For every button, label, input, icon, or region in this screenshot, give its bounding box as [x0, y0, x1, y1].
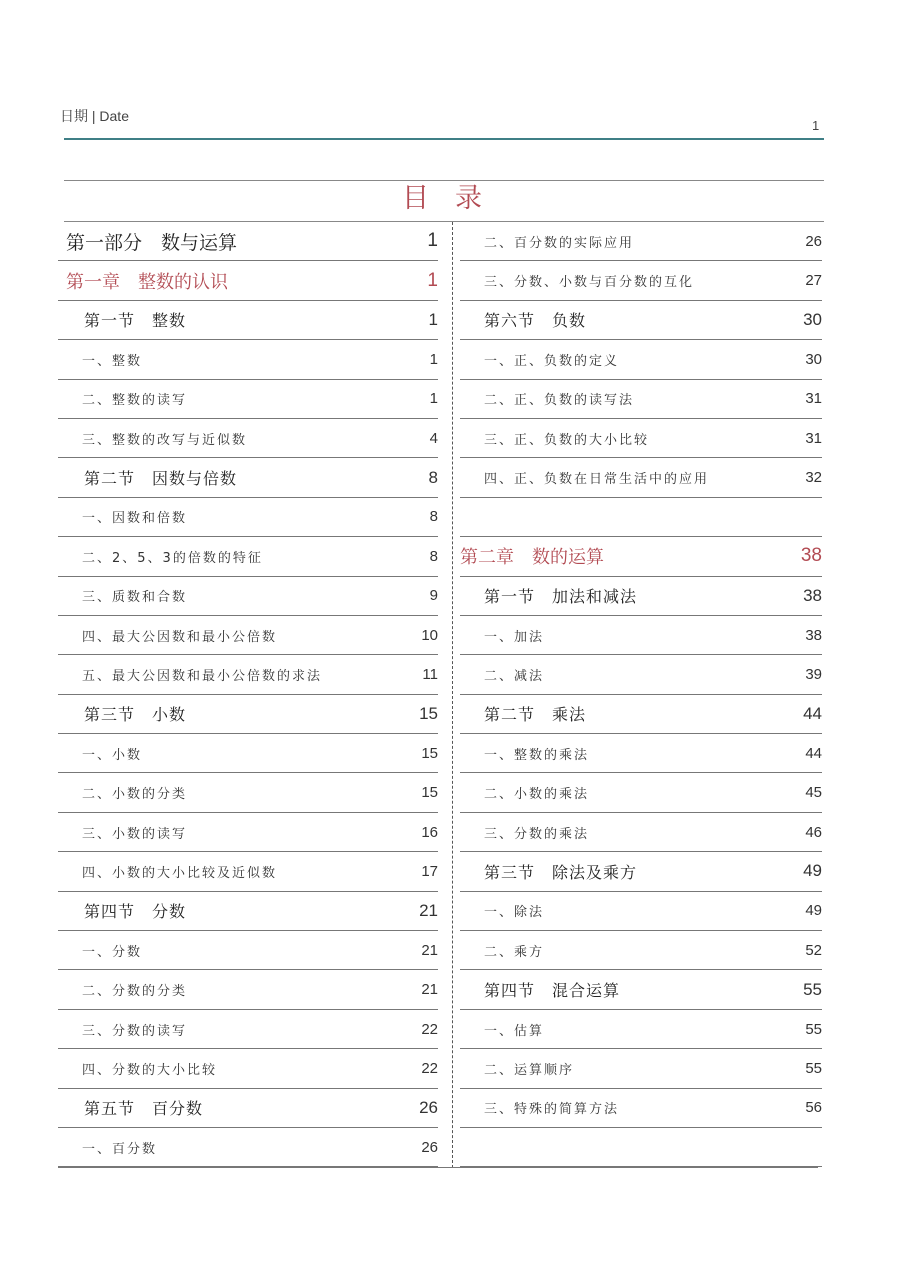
toc-entry-title: 第三节 除法及乘方	[484, 862, 638, 882]
toc-entry-section	[460, 301, 822, 340]
toc-entry-item	[58, 970, 438, 1009]
toc-entry-item	[58, 1010, 438, 1049]
toc-entry-item	[58, 655, 438, 694]
toc-entry-page: 8	[429, 508, 438, 526]
date-label: 日期 | Date	[60, 108, 129, 124]
header-rule	[64, 138, 824, 140]
toc-entry-title: 第六节 负数	[484, 311, 587, 331]
toc-entry-title: 第二章 数的运算	[460, 547, 604, 569]
toc-entry-title: 二、小数的分类	[82, 787, 188, 803]
toc-entry-page: 52	[805, 941, 822, 959]
toc-entry-title: 第一部分 数与运算	[66, 231, 238, 254]
toc-entry-item	[460, 734, 822, 773]
toc-entry-item	[58, 498, 438, 537]
toc-entry-title: 三、分数的读写	[82, 1023, 188, 1039]
toc-entry-page: 31	[805, 429, 822, 447]
toc-entry-page: 46	[805, 823, 822, 841]
toc-entry-item	[58, 813, 438, 852]
toc-entry-title: 三、正、负数的大小比较	[484, 432, 650, 448]
toc-entry-item	[58, 852, 438, 891]
toc-entry-item	[460, 813, 822, 852]
toc-entry-page: 17	[421, 862, 438, 880]
toc-entry-item	[58, 380, 438, 419]
toc-entry-title: 四、分数的大小比较	[82, 1062, 218, 1078]
toc-entry-title: 一、分数	[82, 944, 143, 960]
toc-entry-page: 55	[805, 1020, 822, 1038]
toc-entry-page: 56	[805, 1099, 822, 1117]
toc-entry-title: 二、百分数的实际应用	[484, 235, 635, 251]
toc-left-column	[58, 222, 438, 1167]
toc-entry-page: 27	[805, 272, 822, 290]
toc-entry-title: 二、分数的分类	[82, 984, 188, 1000]
toc-entry-page: 9	[429, 587, 438, 605]
toc-entry-page: 8	[428, 467, 438, 487]
toc-entry-section	[58, 695, 438, 734]
toc-entry-title: 一、百分数	[82, 1141, 158, 1157]
toc-entry-page: 21	[421, 941, 438, 959]
toc-entry-blank	[460, 498, 822, 537]
toc-entry-item	[58, 419, 438, 458]
toc-entry-page: 31	[805, 390, 822, 408]
toc-entry-page: 32	[805, 469, 822, 487]
toc-entry-section	[58, 1089, 438, 1128]
toc-entry-title: 一、因数和倍数	[82, 511, 188, 527]
toc-entry-title: 二、减法	[484, 668, 545, 684]
toc-entry-title: 第一节 加法和减法	[484, 587, 638, 607]
toc-entry-page: 21	[421, 981, 438, 999]
toc-entry-page: 22	[421, 1059, 438, 1077]
toc-entry-chapter	[460, 537, 822, 576]
toc-entry-title: 三、质数和合数	[82, 590, 188, 606]
toc-entry-title: 一、小数	[82, 747, 143, 763]
toc-entry-section	[460, 577, 822, 616]
toc-entry-page: 15	[419, 703, 438, 723]
toc-entry-title: 第四节 混合运算	[484, 981, 621, 1001]
toc-entry-page: 15	[421, 784, 438, 802]
toc-entry-item	[58, 773, 438, 812]
toc-entry-page: 1	[429, 390, 438, 408]
toc-entry-title: 五、最大公因数和最小公倍数的求法	[82, 668, 323, 684]
toc-entry-page: 45	[805, 784, 822, 802]
toc-entry-item	[58, 931, 438, 970]
toc-entry-title: 二、2、5、3的倍数的特征	[82, 550, 263, 566]
toc-entry-item	[58, 340, 438, 379]
toc-entry-title: 第四节 分数	[84, 902, 187, 922]
toc-entry-section	[460, 970, 822, 1009]
toc-entry-item	[460, 892, 822, 931]
toc-entry-title: 二、小数的乘法	[484, 787, 590, 803]
toc-entry-title: 三、分数、小数与百分数的互化	[484, 275, 695, 291]
toc-entry-title: 三、整数的改写与近似数	[82, 432, 248, 448]
toc-entry-item	[460, 458, 822, 497]
toc-entry-page: 22	[421, 1020, 438, 1038]
toc-entry-title: 第五节 百分数	[84, 1099, 204, 1119]
page-number: 1	[812, 118, 820, 133]
toc-entry-section	[58, 892, 438, 931]
toc-entry-page: 39	[805, 665, 822, 683]
toc-entry-title: 三、特殊的简算方法	[484, 1102, 620, 1118]
toc-entry-item	[460, 222, 822, 261]
toc-entry-page: 4	[429, 429, 438, 447]
toc-entry-page: 30	[803, 309, 822, 329]
toc-entry-item	[460, 380, 822, 419]
toc-entry-page: 55	[803, 979, 822, 999]
toc-entry-title: 一、整数的乘法	[484, 747, 590, 763]
toc-entry-title: 四、最大公因数和最小公倍数	[82, 629, 278, 645]
toc-entry-title: 三、小数的读写	[82, 826, 188, 842]
toc-entry-page: 1	[427, 230, 438, 252]
toc-entry-page: 11	[422, 665, 438, 683]
toc-entry-item	[58, 1128, 438, 1167]
bottom-rule	[58, 1167, 818, 1168]
toc-entry-title: 二、正、负数的读写法	[484, 393, 635, 409]
toc-entry-chapter	[58, 261, 438, 300]
toc-entry-page: 38	[800, 545, 822, 567]
toc-entry-page: 10	[421, 626, 438, 644]
toc-entry-section	[58, 301, 438, 340]
toc-entry-page: 16	[421, 823, 438, 841]
toc-entry-title: 第一节 整数	[84, 311, 187, 331]
toc-entry-part	[58, 222, 438, 261]
toc-entry-item	[460, 1049, 822, 1088]
toc-entry-title: 一、整数	[82, 353, 143, 369]
toc-entry-title: 第二节 乘法	[484, 705, 587, 725]
toc-entry-page: 49	[805, 902, 822, 920]
toc-entry-page: 26	[805, 232, 822, 250]
toc-entry-page: 49	[803, 861, 822, 881]
toc-entry-page: 1	[429, 350, 438, 368]
toc-entry-item	[460, 655, 822, 694]
toc-entry-section	[58, 458, 438, 497]
toc-entry-item	[460, 1089, 822, 1128]
toc-entry-page: 1	[427, 269, 438, 291]
toc-entry-title: 一、加法	[484, 629, 545, 645]
toc-entry-item	[460, 261, 822, 300]
toc-entry-page: 8	[429, 547, 438, 565]
toc-entry-page: 44	[803, 703, 822, 723]
toc-entry-item	[460, 773, 822, 812]
toc-entry-item	[460, 419, 822, 458]
toc-entry-section	[460, 852, 822, 891]
page-title: 目录	[402, 183, 508, 214]
toc-entry-section	[460, 695, 822, 734]
toc-entry-item	[58, 734, 438, 773]
toc-entry-item	[460, 340, 822, 379]
toc-entry-title: 第三节 小数	[84, 705, 187, 725]
toc-entry-title: 二、运算顺序	[484, 1062, 575, 1078]
toc-entry-page: 44	[805, 744, 822, 762]
column-divider	[452, 222, 453, 1168]
toc-entry-title: 一、除法	[484, 905, 545, 921]
toc-entry-item	[58, 537, 438, 576]
toc-entry-item	[58, 1049, 438, 1088]
toc-entry-title: 一、正、负数的定义	[484, 353, 620, 369]
toc-entry-title: 四、正、负数在日常生活中的应用	[484, 472, 710, 488]
toc-right-column	[460, 222, 822, 1167]
toc-entry-page: 38	[805, 626, 822, 644]
toc-entry-page: 38	[803, 585, 822, 605]
toc-entry-title: 四、小数的大小比较及近似数	[82, 865, 278, 881]
toc-entry-blank	[460, 1128, 822, 1167]
toc-entry-page: 1	[428, 309, 438, 329]
toc-entry-page: 55	[805, 1059, 822, 1077]
toc-entry-page: 21	[419, 900, 438, 920]
toc-entry-item	[460, 931, 822, 970]
toc-entry-item	[58, 577, 438, 616]
toc-entry-title: 第二节 因数与倍数	[84, 469, 238, 489]
toc-entry-title: 二、整数的读写	[82, 393, 188, 409]
toc-entry-title: 三、分数的乘法	[484, 826, 590, 842]
toc-entry-page: 30	[805, 350, 822, 368]
toc-entry-title: 一、估算	[484, 1023, 545, 1039]
toc-entry-title: 第一章 整数的认识	[66, 271, 228, 293]
toc-entry-page: 26	[419, 1097, 438, 1117]
toc-entry-title: 二、乘方	[484, 944, 545, 960]
toc-entry-page: 26	[421, 1138, 438, 1156]
toc-entry-item	[460, 1010, 822, 1049]
toc-entry-item	[58, 616, 438, 655]
toc-entry-item	[460, 616, 822, 655]
toc-entry-page: 15	[421, 744, 438, 762]
